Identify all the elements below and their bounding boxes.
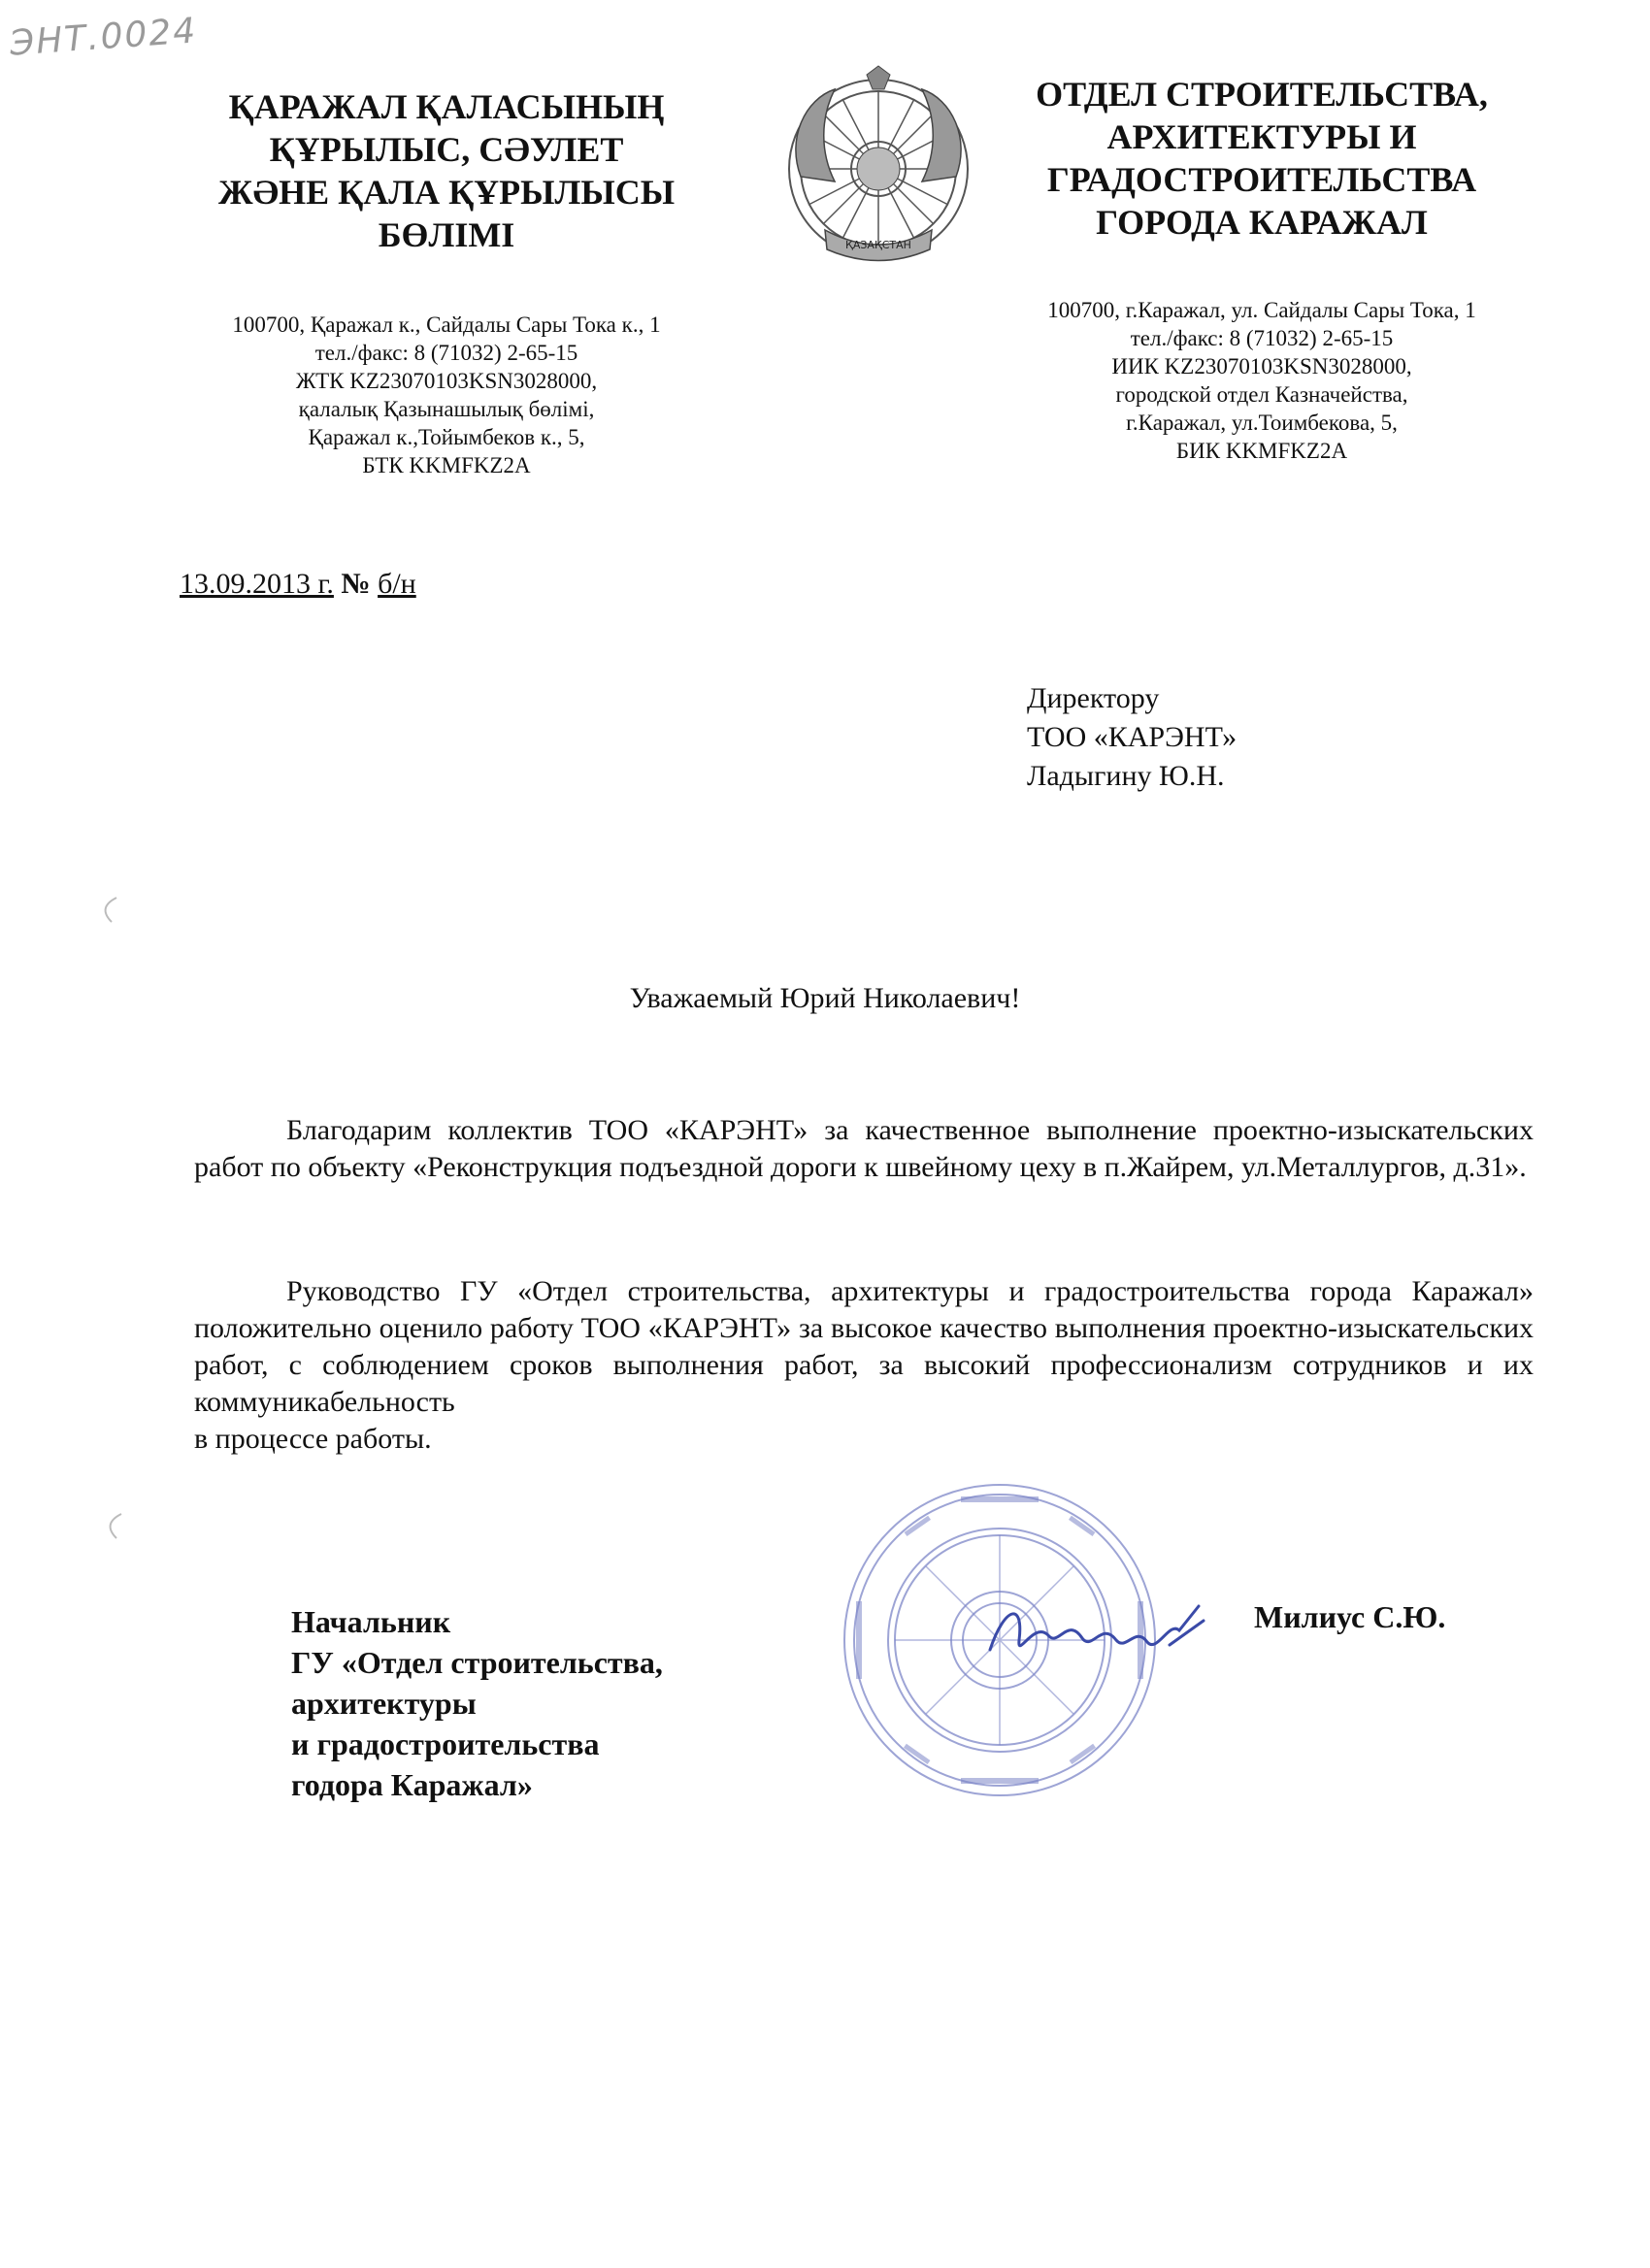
address-line: Қаражал к.,Тойымбеков к., 5,	[308, 425, 585, 449]
recipient-line: ТОО «КАРЭНТ»	[1027, 721, 1238, 753]
scan-margin-marks	[87, 893, 136, 1572]
header-title-kazakh-line: ЖӘНЕ ҚАЛА ҚҰРЫЛЫСЫ	[217, 173, 676, 212]
header-title-kazakh-line: ҚҰРЫЛЫС, СӘУЛЕТ	[269, 130, 624, 169]
address-line: БИК KKMFKZ2A	[1175, 439, 1348, 463]
letter-date: 13.09.2013 г.	[180, 568, 334, 600]
body-paragraph-2	[194, 1273, 1534, 1458]
header-title-kazakh-line: БӨЛІМІ	[378, 215, 515, 254]
number-sign: №	[341, 568, 371, 600]
recipient-block	[1027, 679, 1237, 796]
address-line: қалалық Қазынашылық бөлімі,	[298, 397, 595, 421]
handwritten-signature	[980, 1592, 1213, 1679]
header-title-russian-line: АРХИТЕКТУРЫ И	[1106, 117, 1417, 156]
address-block-russian	[1009, 296, 1514, 465]
header-title-russian-line: ОТДЕЛ СТРОИТЕЛЬСТВА,	[1036, 75, 1488, 114]
address-line: тел./факс: 8 (71032) 2-65-15	[1130, 326, 1394, 350]
signatory-title-line: и градостроительства	[291, 1726, 600, 1761]
signatory-title-line: годора Каражал»	[291, 1767, 533, 1802]
emblem-text: ҚАЗАҚСТАН	[845, 239, 911, 251]
header-title-kazakh	[175, 85, 718, 256]
header-title-kazakh-line: ҚАРАЖАЛ ҚАЛАСЫНЫҢ	[228, 87, 665, 126]
address-line: 100700, Қаражал к., Сайдалы Сары Тока к., 1	[232, 312, 661, 337]
signatory-title-line: Начальник	[291, 1604, 451, 1639]
signatory-title	[291, 1601, 663, 1805]
salutation: Уважаемый Юрий Николаевич!	[629, 982, 1021, 1014]
address-line: тел./факс: 8 (71032) 2-65-15	[314, 341, 578, 365]
signatory-name: Милиус С.Ю.	[1254, 1599, 1446, 1634]
address-line: ЖТК KZ23070103KSN3028000,	[295, 369, 598, 393]
signatory-title-line: ГУ «Отдел строительства,	[291, 1645, 663, 1680]
address-block-kazakh	[184, 311, 709, 479]
body-paragraph-1: Благодарим коллектив ТОО «КАРЭНТ» за качественное выполнение проектно-изыскательских работ по объекту «Реконструкция подъездной дороги к швейному цеху в п.Жайрем, ул.Металлургов, д.31».	[194, 1114, 1534, 1183]
address-line: 100700, г.Каражал, ул. Сайдалы Сары Тока, 1	[1047, 298, 1476, 322]
handwritten-archive-note: ЭНТ.0024	[8, 11, 199, 64]
state-emblem-icon	[767, 60, 990, 283]
recipient-line: Директору	[1027, 682, 1160, 714]
address-line: г.Каражал, ул.Тоимбекова, 5,	[1126, 411, 1398, 435]
date-number-line	[180, 568, 416, 601]
letter-number: б/н	[378, 568, 416, 600]
recipient-line: Ладыгину Ю.Н.	[1027, 760, 1225, 792]
address-line: городской отдел Казначейства,	[1115, 382, 1408, 407]
header-title-russian-line: ГРАДОСТРОИТЕЛЬСТВА	[1046, 160, 1477, 199]
address-line: БТК KKMFKZ2A	[362, 453, 531, 477]
header-title-russian-line: ГОРОДА КАРАЖАЛ	[1096, 203, 1428, 242]
body-paragraph-2-main: Руководство ГУ «Отдел строительства, архитектуры и градостроительства города Каражал» положительно оценило работу ТОО «КАРЭНТ» за высокое качество выполнения проектно-изыскательских работ, с соблюдением сроков выполнения работ, за высокий профессионализм сотрудников и их коммуникабельность	[194, 1275, 1534, 1418]
address-line: ИИК KZ23070103KSN3028000,	[1111, 354, 1412, 378]
header-title-russian	[1009, 73, 1514, 244]
signatory-title-line: архитектуры	[291, 1686, 477, 1721]
body-paragraph-2-tail: в процессе работы.	[194, 1423, 432, 1455]
